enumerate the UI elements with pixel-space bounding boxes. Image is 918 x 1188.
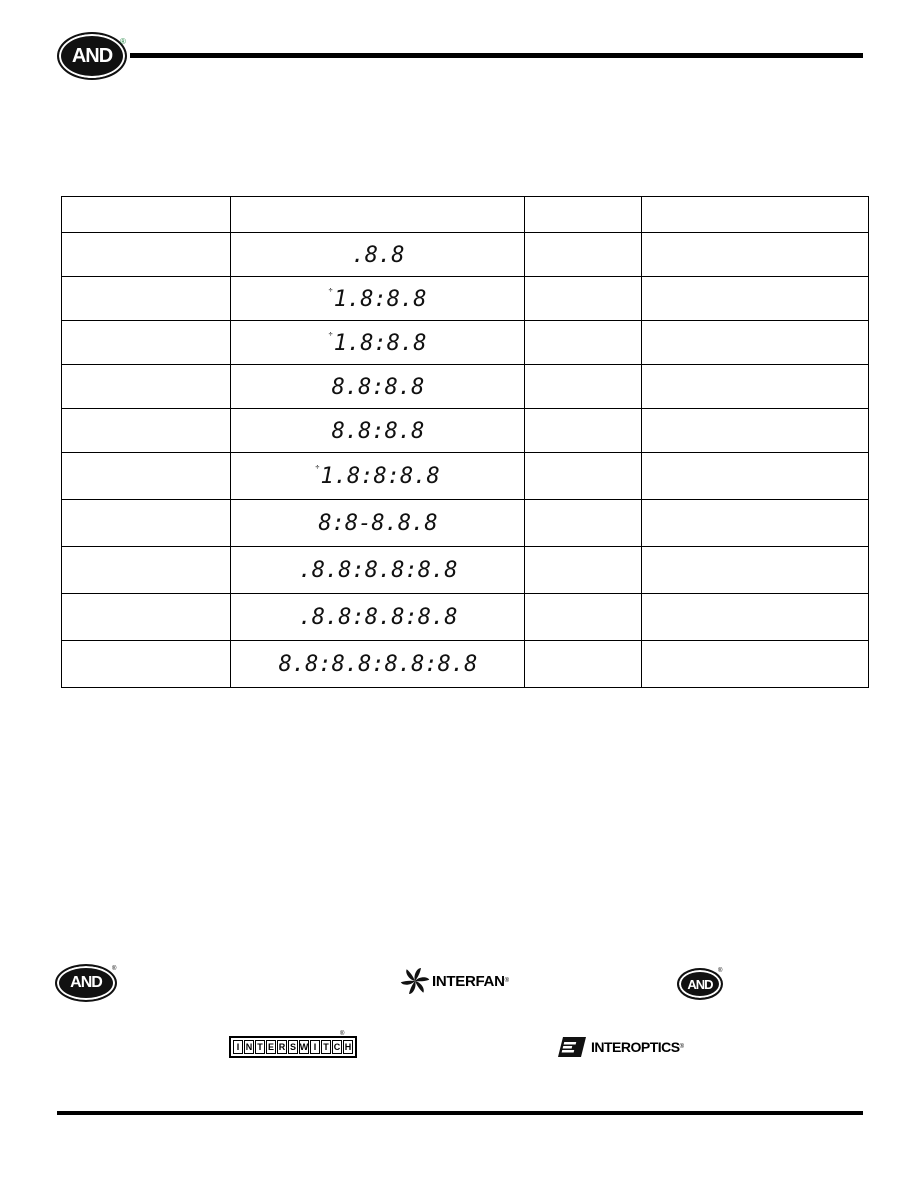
registered-mark: ®	[718, 968, 723, 974]
size-cell	[525, 365, 642, 409]
segment-display: 1.8:8:8.8	[320, 464, 440, 489]
table-row	[62, 500, 869, 547]
and-logo	[57, 32, 127, 80]
part-cell	[62, 641, 231, 688]
display-cell	[231, 409, 525, 453]
table-row	[62, 453, 869, 500]
display-cell	[231, 365, 525, 409]
registered-mark: ®	[120, 37, 126, 46]
size-cell	[525, 409, 642, 453]
size-cell	[525, 500, 642, 547]
part-cell	[62, 233, 231, 277]
display-cell	[231, 547, 525, 594]
interswitch-wordmark: I N T E R S W I T C H	[229, 1036, 357, 1058]
part-cell	[62, 365, 231, 409]
interfan-wordmark: INTERFAN	[432, 972, 505, 990]
desc-cell	[642, 365, 869, 409]
segment-display: 1.8:8.8	[333, 330, 427, 356]
part-cell	[62, 594, 231, 641]
interoptics-mark-icon	[557, 1035, 587, 1059]
segment-display: .8.8	[351, 242, 405, 268]
table-row	[62, 233, 869, 277]
and-logo-footer-left: AND	[55, 964, 117, 1002]
size-cell	[525, 547, 642, 594]
interswitch-logo: I N T E R S W I T C H ®	[229, 1034, 357, 1060]
desc-cell	[642, 453, 869, 500]
desc-cell	[642, 547, 869, 594]
segment-display: .8.8:8.8:8.8	[298, 558, 458, 583]
desc-cell	[642, 500, 869, 547]
part-cell	[62, 321, 231, 365]
display-cell	[231, 594, 525, 641]
header-cell	[62, 197, 231, 233]
display-cell	[231, 641, 525, 688]
table-header-row	[62, 197, 869, 233]
display-cell: ÷1.8:8.8	[231, 321, 525, 365]
size-cell	[525, 233, 642, 277]
part-cell	[62, 547, 231, 594]
segment-display: 8.8:8.8	[331, 418, 425, 444]
part-cell	[62, 409, 231, 453]
size-cell	[525, 641, 642, 688]
desc-cell	[642, 233, 869, 277]
table-row	[62, 321, 869, 365]
table-row	[62, 409, 869, 453]
part-cell	[62, 277, 231, 321]
display-cell: ÷1.8:8:8.8	[231, 453, 525, 500]
part-cell	[62, 500, 231, 547]
segment-display: 8.8:8.8	[331, 374, 425, 400]
part-cell	[62, 453, 231, 500]
header-cell	[231, 197, 525, 233]
segment-display: 8:8-8.8.8	[318, 511, 438, 536]
segment-display: 8.8:8.8:8.8:8.8	[278, 652, 478, 677]
desc-cell	[642, 277, 869, 321]
registered-mark: ®	[112, 966, 117, 972]
display-cell: ÷1.8:8.8	[231, 277, 525, 321]
display-cell	[231, 500, 525, 547]
interoptics-logo: INTEROPTICS ®	[557, 1034, 684, 1060]
interoptics-wordmark: INTEROPTICS	[591, 1039, 680, 1055]
fan-icon	[400, 966, 430, 996]
size-cell	[525, 277, 642, 321]
table-row	[62, 277, 869, 321]
segment-display: 1.8:8.8	[333, 286, 427, 312]
display-spec-table	[61, 196, 869, 688]
and-logo-text: AND	[71, 44, 113, 67]
segment-display: .8.8:8.8:8.8	[298, 605, 458, 630]
desc-cell	[642, 409, 869, 453]
desc-cell	[642, 641, 869, 688]
header-rule	[130, 53, 863, 58]
footer-rule	[57, 1111, 863, 1115]
header-cell	[642, 197, 869, 233]
size-cell	[525, 321, 642, 365]
table-row	[62, 641, 869, 688]
display-cell	[231, 233, 525, 277]
table-row	[62, 365, 869, 409]
desc-cell	[642, 594, 869, 641]
table-row	[62, 547, 869, 594]
interfan-logo: INTERFAN ®	[400, 966, 509, 996]
size-cell	[525, 594, 642, 641]
size-cell	[525, 453, 642, 500]
table-row	[62, 594, 869, 641]
header-cell	[525, 197, 642, 233]
desc-cell	[642, 321, 869, 365]
and-logo-footer-right: AND	[677, 968, 723, 1000]
